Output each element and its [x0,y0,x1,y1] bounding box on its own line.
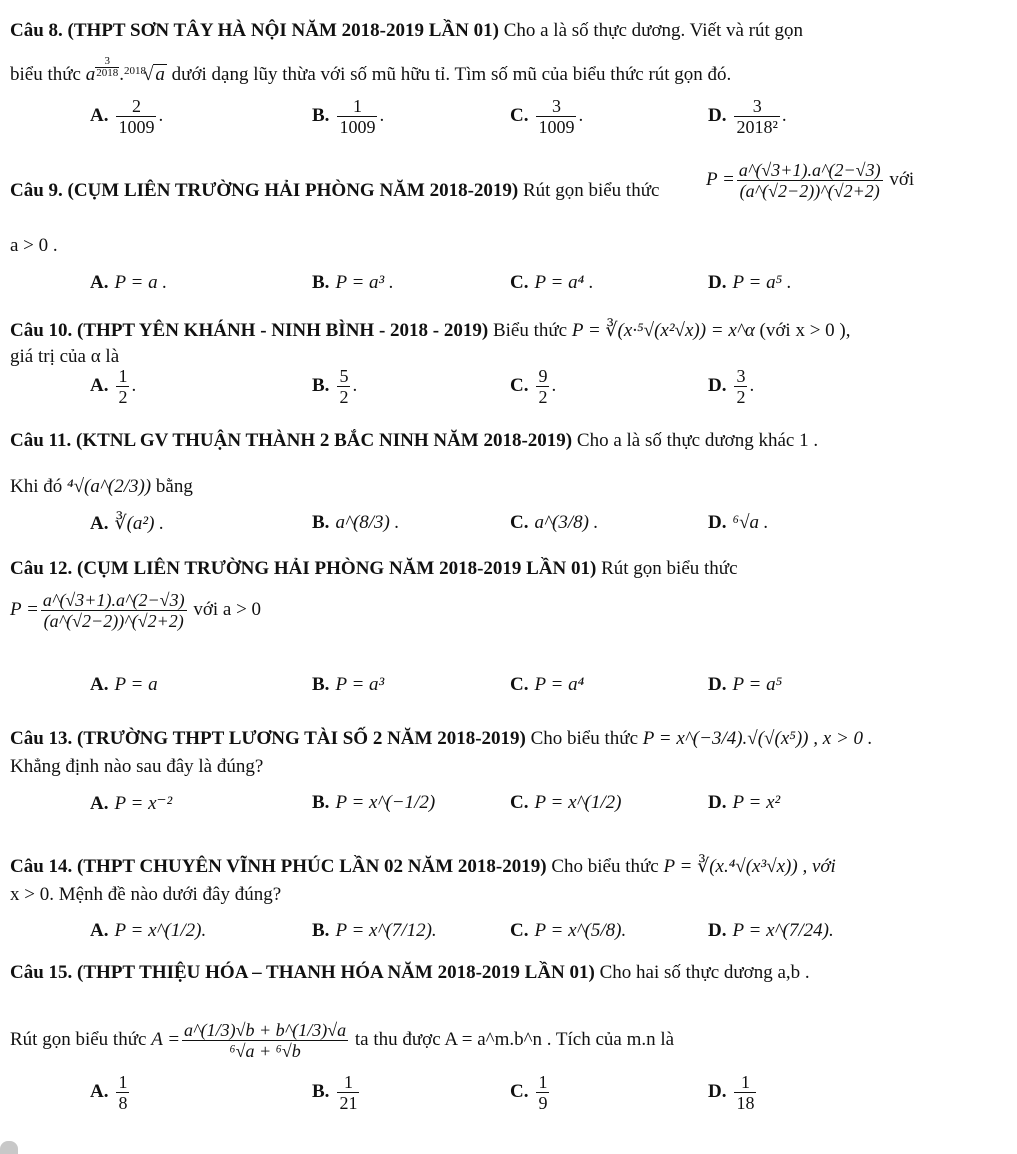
q12-expression: P = $\frac{a\^{}(√3+1).a\^{}(2-√3)}{(a\^{}(√2-2))\^{}(√2+2)}$ với a > 0 [10,590,262,631]
q15-text2b: ta thu được A = a^m.b^n . Tích của m.n là [350,1028,675,1050]
q11-option-d[interactable]: D. ⁶√a . [708,512,769,533]
q10-text1b: (với x > 0 ), [754,320,851,341]
q15-header: Câu 15. (THPT THIỆU HÓA – THANH HÓA NĂM 2018-2019 LẦN 01) [10,962,595,983]
q14-option-b[interactable]: B. P = x^(7/12). [312,920,437,941]
q13-header: Câu 13. (TRƯỜNG THPT LƯƠNG TÀI SỐ 2 NĂM 2018-2019) [10,728,526,749]
q11-line2 [10,476,193,498]
q9-option-d[interactable]: D. P = a⁵ . [708,272,792,293]
q8-line1 [10,20,803,42]
q9-text1: Rút gọn biểu thức [518,180,660,201]
q11-option-c[interactable]: C. a^(3/8) . [510,512,599,533]
q11-header: Câu 11. (KTNL GV THUẬN THÀNH 2 BẮC NINH NĂM 2018-2019) [10,430,573,451]
q10-option-d[interactable]: D. $\frac{3}{2}$ . [708,366,755,407]
q8-option-c[interactable]: C. $\frac{3}{1009}$ . [510,96,584,137]
q10-text1: Biểu thức [488,320,572,341]
q8-text2b: dưới dạng lũy thừa với số mũ hữu tỉ. Tìm số mũ của biểu thức rút gọn đó. [171,64,732,85]
q15-text1: Cho hai số thực dương a,b . [594,962,810,983]
q12-line1 [10,558,738,580]
q12-option-d[interactable]: D. P = a⁵ [708,674,783,695]
q13-expression: P = x^(−3/4).√(√(x⁵)) , x > 0 . [642,728,873,749]
q9-expression: P = $\frac{a\^{}(√3+1).a\^{}(2-√3)}{(a\^{}(√2-2))\^{}(√2+2)}$ với [706,160,915,201]
q12-text1: Rút gọn biểu thức [596,558,738,579]
q9-option-c[interactable]: C. P = a⁴ . [510,272,594,293]
q12-header: Câu 12. (CỤM LIÊN TRƯỜNG HẢI PHÒNG NĂM 2018-2019 LẦN 01) [10,558,597,579]
q14-text1: Cho biểu thức [546,856,664,877]
q12-option-b[interactable]: B. P = a³ [312,674,385,695]
q10-option-a[interactable]: A. $\frac{1}{2}$ . [90,366,137,407]
q15-line1 [10,962,810,984]
q15-text2a: Rút gọn biểu thức [10,1028,152,1050]
q13-text2: Khẳng định nào sau đây là đúng? [10,756,264,777]
q11-line1 [10,430,818,452]
q13-option-b[interactable]: B. P = x^(−1/2) [312,792,436,813]
q11-text2a: Khi đó [10,476,67,497]
q15-line2 [10,1020,674,1061]
q14-option-c[interactable]: C. P = x^(5/8). [510,920,627,941]
q9-text1b: với [884,168,915,190]
q8-option-b[interactable]: B. $\frac{1}{1009}$ . [312,96,385,137]
q15-option-a[interactable]: A. $\frac{1}{8}$ [90,1072,128,1113]
q14-header: Câu 14. (THPT CHUYÊN VĨNH PHÚC LẦN 02 NĂM 2018-2019) [10,856,547,877]
q13-option-c[interactable]: C. P = x^(1/2) [510,792,622,813]
q13-option-a[interactable]: A. P = x⁻² [90,793,173,814]
q15-option-b[interactable]: B. $\frac{1}{21}$ [312,1072,358,1113]
q10-header: Câu 10. (THPT YÊN KHÁNH - NINH BÌNH - 2018 - 2019) [10,320,489,341]
corner-scroll-tab [0,1141,18,1154]
q15-expression: $\frac{a\^{}(1/3)√b + b\^{}(1/3)√a}{\text{⁶√a + ⁶√b}}$ [184,1020,347,1061]
q13-text1: Cho biểu thức [525,728,643,749]
q14-expression: P = ∛(x.⁴√(x³√x)) , với [663,856,836,877]
q10-line1 [10,320,851,342]
q13-line1 [10,728,873,750]
q8-text2a: biểu thức [10,64,86,85]
q10-option-c[interactable]: C. $\frac{9}{2}$ . [510,366,557,407]
q14-option-a[interactable]: A. P = x^(1/2). [90,920,207,941]
q8-line2 [10,55,732,86]
q11-expression: ⁴√(a^(2/3)) [67,476,152,497]
q11-option-b[interactable]: B. a^(8/3) . [312,512,400,533]
q9-option-a[interactable]: A. P = a . [90,272,168,293]
q12-option-a[interactable]: A. P = a [90,674,158,695]
q9-header: Câu 9. (CỤM LIÊN TRƯỜNG HẢI PHÒNG NĂM 2018-2019) [10,180,519,201]
q13-option-d[interactable]: D. P = x² [708,792,781,813]
q15-expression-lhs: A = [151,1028,181,1050]
q8-option-a[interactable]: A. $\frac{2}{1009}$ . [90,96,164,137]
q14-line1 [10,856,836,878]
q10-expression: P = ∛(x·⁵√(x²√x)) = x^α [571,320,755,341]
q8-header: Câu 8. (THPT SƠN TÂY HÀ NỘI NĂM 2018-2019 LẦN 01) [10,20,499,41]
q11-text1: Cho a là số thực dương khác 1 . [572,430,819,451]
q9-line1 [10,180,659,202]
q10-text2: giá trị của α là [10,346,120,367]
q12-text2b: với a > 0 [188,598,262,620]
q15-option-d[interactable]: D. $\frac{1}{18}$ [708,1072,755,1113]
q10-option-b[interactable]: B. $\frac{5}{2}$ . [312,366,358,407]
q9-text2: a > 0 . [10,235,58,256]
q14-option-d[interactable]: D. P = x^(7/24). [708,920,834,941]
q14-text2: x > 0. Mệnh đề nào dưới đây đúng? [10,884,282,905]
q9-option-b[interactable]: B. P = a³ . [312,272,394,293]
q12-option-c[interactable]: C. P = a⁴ [510,674,585,695]
q11-option-a[interactable]: A. ∛(a²) . [90,513,164,534]
q8-text1: Cho a là số thực dương. Viết và rút gọn [498,20,804,41]
q11-text2b: bằng [151,476,193,497]
q8-expression: a $\frac{3}{2018}$ .$^{2018}$√ a [85,55,165,85]
q15-option-c[interactable]: C. $\frac{1}{9}$ [510,1072,548,1113]
q8-option-d[interactable]: D. $\frac{3}{\text{2018²}}$ . [708,96,787,137]
